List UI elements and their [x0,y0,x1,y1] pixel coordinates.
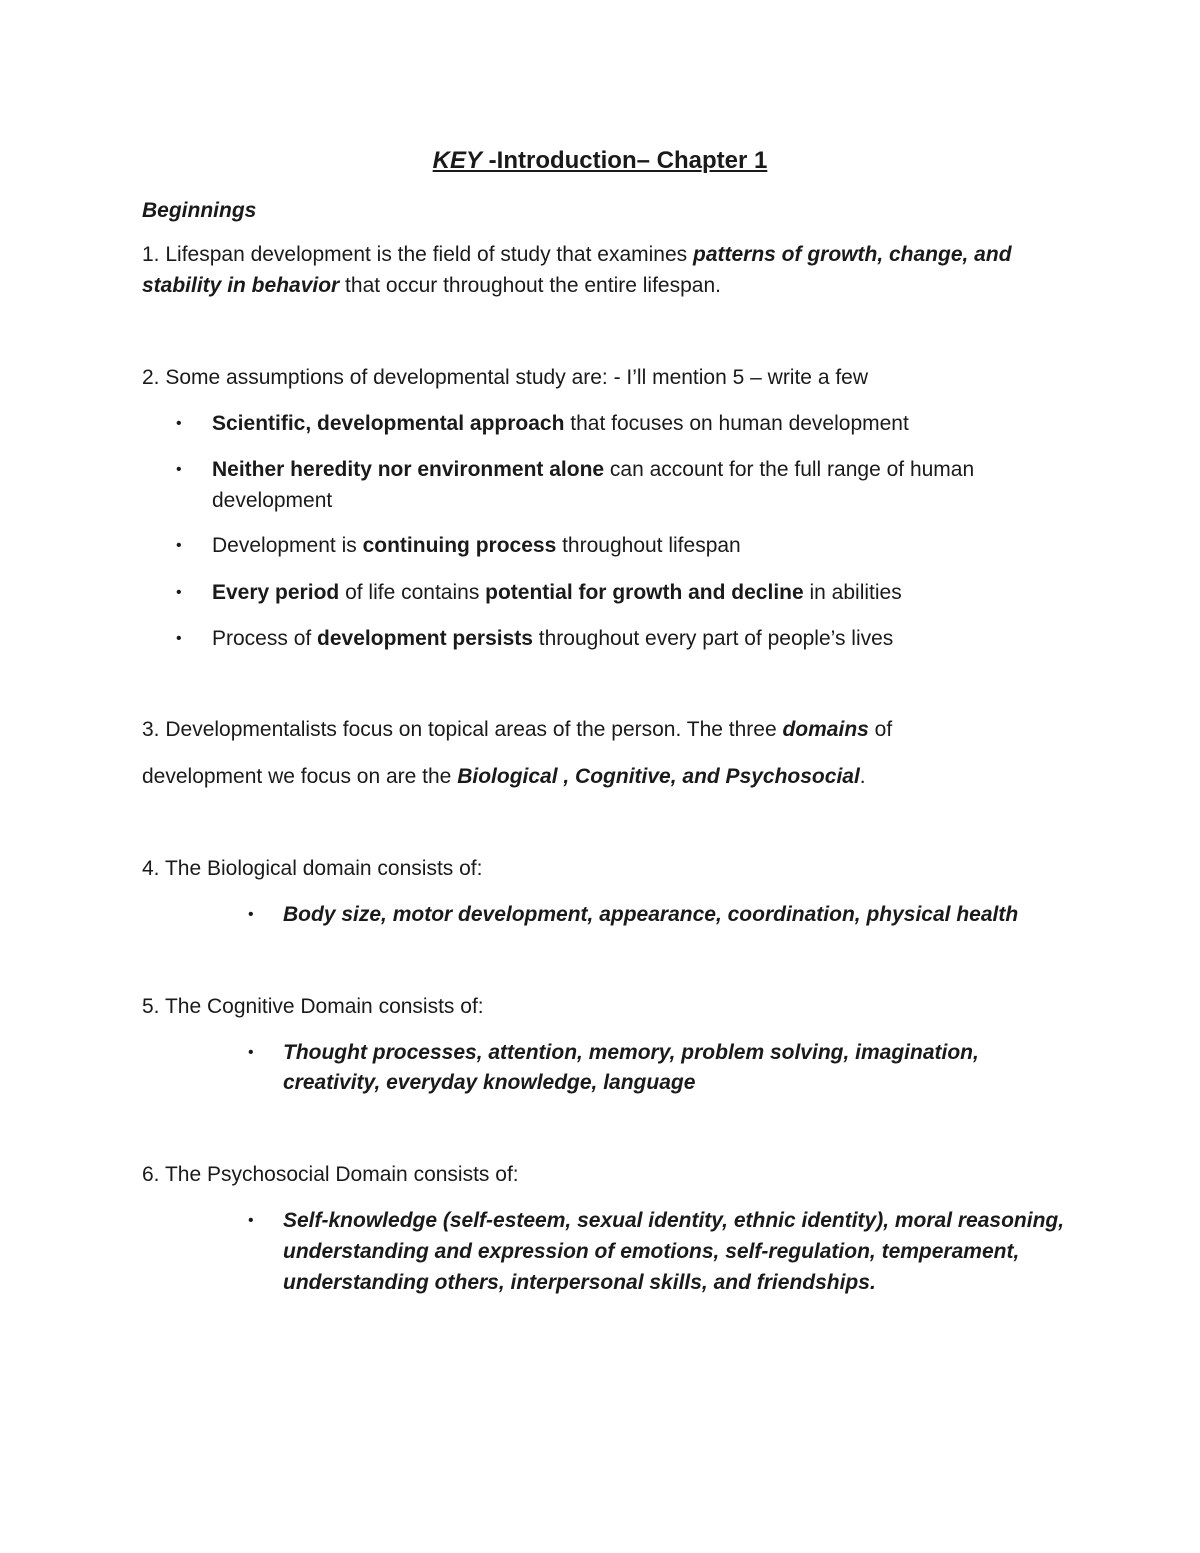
bullet-icon: • [176,461,182,478]
item2-bullet-3 [212,531,741,561]
item6-bullet-line3: understanding others, interpersonal skills, and friendships. [283,1271,876,1294]
bold-text: Neither heredity nor environment alone [212,458,605,481]
item6-heading: 6. The Psychosocial Domain consists of: [142,1163,519,1186]
item2-bullet-2-line2: development [212,489,333,512]
bold-italic-text: Biological , Cognitive, and Psychosocial [457,765,860,788]
bold-text: Scientific, developmental approach [212,412,565,435]
item5-bullet-line2: creativity, everyday knowledge, language [283,1071,696,1094]
title-rest: -Introduction– Chapter 1 [482,147,768,174]
plain-text: throughout every part of people’s lives [532,627,894,650]
bullet-icon: • [176,584,182,601]
bold-text: potential for growth and decline [485,581,804,604]
plain-text: development we focus on are the [142,765,458,788]
bullet-icon: • [248,1044,254,1061]
item1-text-2: that occur throughout the entire lifespan. [339,274,721,297]
item2-bullet-1 [212,409,909,439]
title-key: KEY [432,147,482,174]
page-title [0,146,1200,176]
plain-text: that focuses on human development [564,412,909,435]
plain-text: of life contains [339,581,486,604]
bullet-icon: • [248,1212,254,1229]
bold-text: Every period [212,581,340,604]
plain-text: Process of [212,627,318,650]
item3-line1 [142,715,892,745]
item1-emphasis-2: stability in behavior [142,274,340,297]
plain-text: Development is [212,534,363,557]
item6-bullet-line1: Self-knowledge (self-esteem, sexual identity, ethnic identity), moral reasoning, [283,1209,1065,1232]
plain-text: 3. Developmentalists focus on topical areas of the person. The three [142,718,783,741]
bullet-icon: • [248,906,254,923]
bullet-icon: • [176,537,182,554]
item6-bullet-line2: understanding and expression of emotions, self-regulation, temperament, [283,1240,1020,1263]
item5-bullet-line1: Thought processes, attention, memory, problem solving, imagination, [283,1041,979,1064]
item2-bullet-4 [212,578,902,608]
item4-bullet: Body size, motor development, appearance, coordination, physical health [283,903,1019,926]
item1-text: 1. Lifespan development is the field of study that examines [142,243,693,266]
item1-emphasis: patterns of growth, change, and [693,243,1012,266]
item1-line2 [142,271,721,301]
section-heading: Beginnings [142,199,257,222]
item2-bullet-5 [212,624,893,654]
item5-heading: 5. The Cognitive Domain consists of: [142,995,484,1018]
bold-text: development persists [317,627,533,650]
plain-text: . [859,765,866,788]
bullet-icon: • [176,630,182,647]
bold-text: continuing process [362,534,557,557]
plain-text: of [868,718,893,741]
item2-intro: 2. Some assumptions of developmental study are: - I’ll mention 5 – write a few [142,366,869,389]
bullet-icon: • [176,415,182,432]
item3-line2 [142,762,866,792]
bold-italic-text: domains [782,718,869,741]
item2-bullet-2 [212,455,974,485]
item1-line1 [142,240,1012,270]
plain-text: can account for the full range of human [604,458,975,481]
plain-text: throughout lifespan [556,534,741,557]
plain-text: in abilities [803,581,902,604]
item4-heading: 4. The Biological domain consists of: [142,857,483,880]
